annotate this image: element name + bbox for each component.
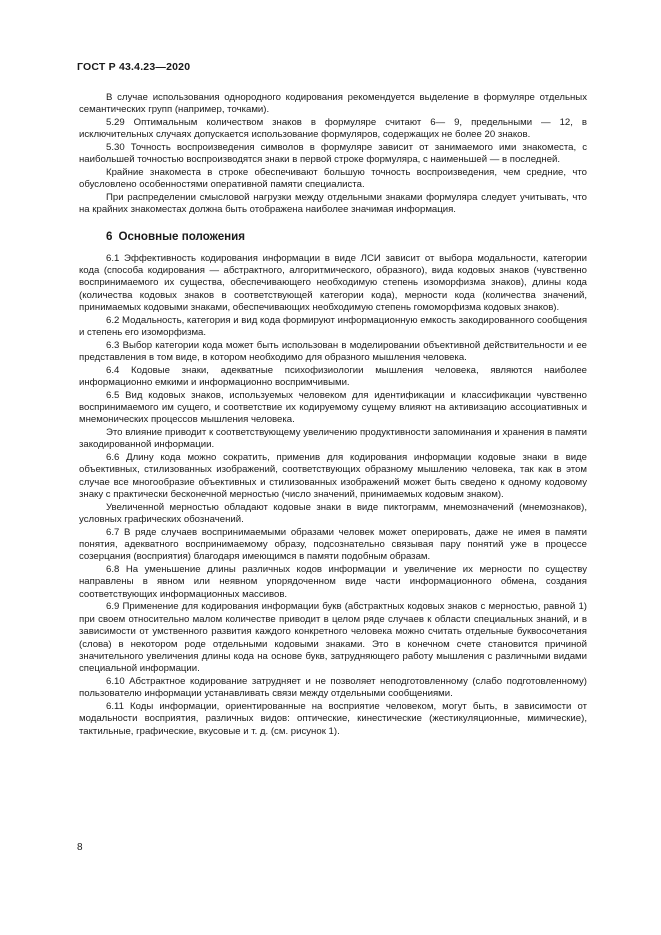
paragraph: Увеличенной мерностью обладают кодовые знаки в виде пиктограмм, мнемозначений (мнемознаков), условных графических обозначений.	[79, 501, 587, 526]
document-header: ГОСТ Р 43.4.23—2020	[77, 61, 191, 73]
paragraph: 5.30 Точность воспроизведения символов в формуляре зависит от занимаемого ими знакоместа, с наибольшей точностью воспроизводятся знаки в первой строке формуляра, с наименьшей — в последней.	[79, 141, 587, 166]
paragraph: 6.2 Модальность, категория и вид кода формируют информационную емкость закодированного сообщения и степень его изоморфизма.	[79, 314, 588, 339]
paragraph: В случае использования однородного кодирования рекомендуется выделение в формуляре отдельных семантических групп (например, точками).	[79, 92, 587, 116]
section-title: Основные положения	[118, 229, 246, 243]
paragraph: 6.4 Кодовые знаки, адекватные психофизиологии мышления человека, являются наиболее информационно емкими и информационно воспримчивыми.	[79, 364, 587, 389]
paragraph: 6.11 Коды информации, ориентированные на восприятие человеком, могут быть, в зависимости от модальности восприятия, различных видов: оптические, кинестические (жестикуляционные, мимические), тактильные, графические, вкусовые и т. д. (см. рисунок 1).	[79, 700, 587, 737]
section-number: 6	[106, 229, 113, 243]
paragraph: Крайние знакоместа в строке обеспечивают большую точность воспроизведения, чем средние, что обусловлено особенностями оперативной памяти специалиста.	[79, 166, 587, 191]
paragraph: 6.8 На уменьшение длины различных кодов информации и увеличение их мерности по существу направлены в явном или неявном упорядоченном виде части информационного обмена, создания соответствующих информационных массивов.	[79, 563, 587, 600]
paragraph: 6.9 Применение для кодирования информации букв (абстрактных кодовых знаков с мерностью, равной 1) при своем относительно малом количестве приводит в целом ряде случаев к области специальных знаний, и в зависимости от умственного развития каждого конкретного человека можно считать отдельные буквосочетания (слова) в некотором роде отдельными кодовыми знаками. Это в конечном счете становится причиной значительного увеличения длины кода на основе букв, затрудняющего работу мышления с различными видами специальной информации.	[79, 601, 587, 675]
paragraph: 6.1 Эффективность кодирования информации в виде ЛСИ зависит от выбора модальности, категории кода (способа кодирования — абстрактного, алгоритмического, образного), вида кодовых знаков (чувственно воспринимаемого их существа, обеспечивающего необходимую степень изоморфизма знаков), длины кода (количества кодовых знаков в соответствующей категории кода), мерности кода (количества значений, принимаемых кодовыми знаками, обеспечивающих необходимую степень гомоморфизма кодовых знаков).	[79, 252, 587, 314]
paragraph: При распределении смысловой нагрузки между отдельными знаками формуляра следует учитывать, что на крайних знакоместах должна быть отображена наиболее значимая информация.	[79, 191, 587, 216]
paragraph: 5.29 Оптимальным количеством знаков в формуляре считают 6— 9, предельными — 12, в исключительных случаях допускается использование формуляров, содержащих не более 20 знаков.	[79, 116, 587, 141]
page-content	[79, 92, 587, 738]
page-number: 8	[77, 842, 83, 853]
paragraph: 6.6 Длину кода можно сократить, применив для кодирования информации кодовые знаки в виде объективных, стилизованных изображений, соответствующих образному мышлению человека, так как в этом случае все многообразие объективных и стилизованных изображений может быть сведено к одному кодовому знаку с практически бесконечной мерностью (число значений, принимаемых кодовым знаком).	[79, 451, 587, 501]
section-heading	[106, 230, 587, 244]
paragraph: 6.10 Абстрактное кодирование затрудняет и не позволяет неподготовленному (слабо подготовленному) пользователю информации устанавливать связи между отдельными сообщениями.	[79, 675, 587, 700]
paragraph: 6.3 Выбор категории кода может быть использован в моделировании объективной действительности и ее представления в том виде, в котором необходимо для образного мышления человека.	[79, 339, 587, 364]
paragraph: 6.5 Вид кодовых знаков, используемых человеком для идентификации и классификации чувственно воспринимаемого им сущего, и соответствие их кодируемому сущему влияют на активизацию ассоциативных и мнемонических процессов мышления человека.	[79, 389, 587, 426]
paragraph: 6.7 В ряде случаев воспринимаемыми образами человек может оперировать, даже не имея в памяти понятия, адекватного воспринимаемому образу, подсознательно связывая пару понятий уже в процессе созерцания (восприятия) благодаря имеющимся в памяти подобным образам.	[79, 526, 587, 563]
paragraph: Это влияние приводит к соответствующему увеличению продуктивности запоминания и хранения в памяти закодированной информации.	[79, 426, 587, 451]
